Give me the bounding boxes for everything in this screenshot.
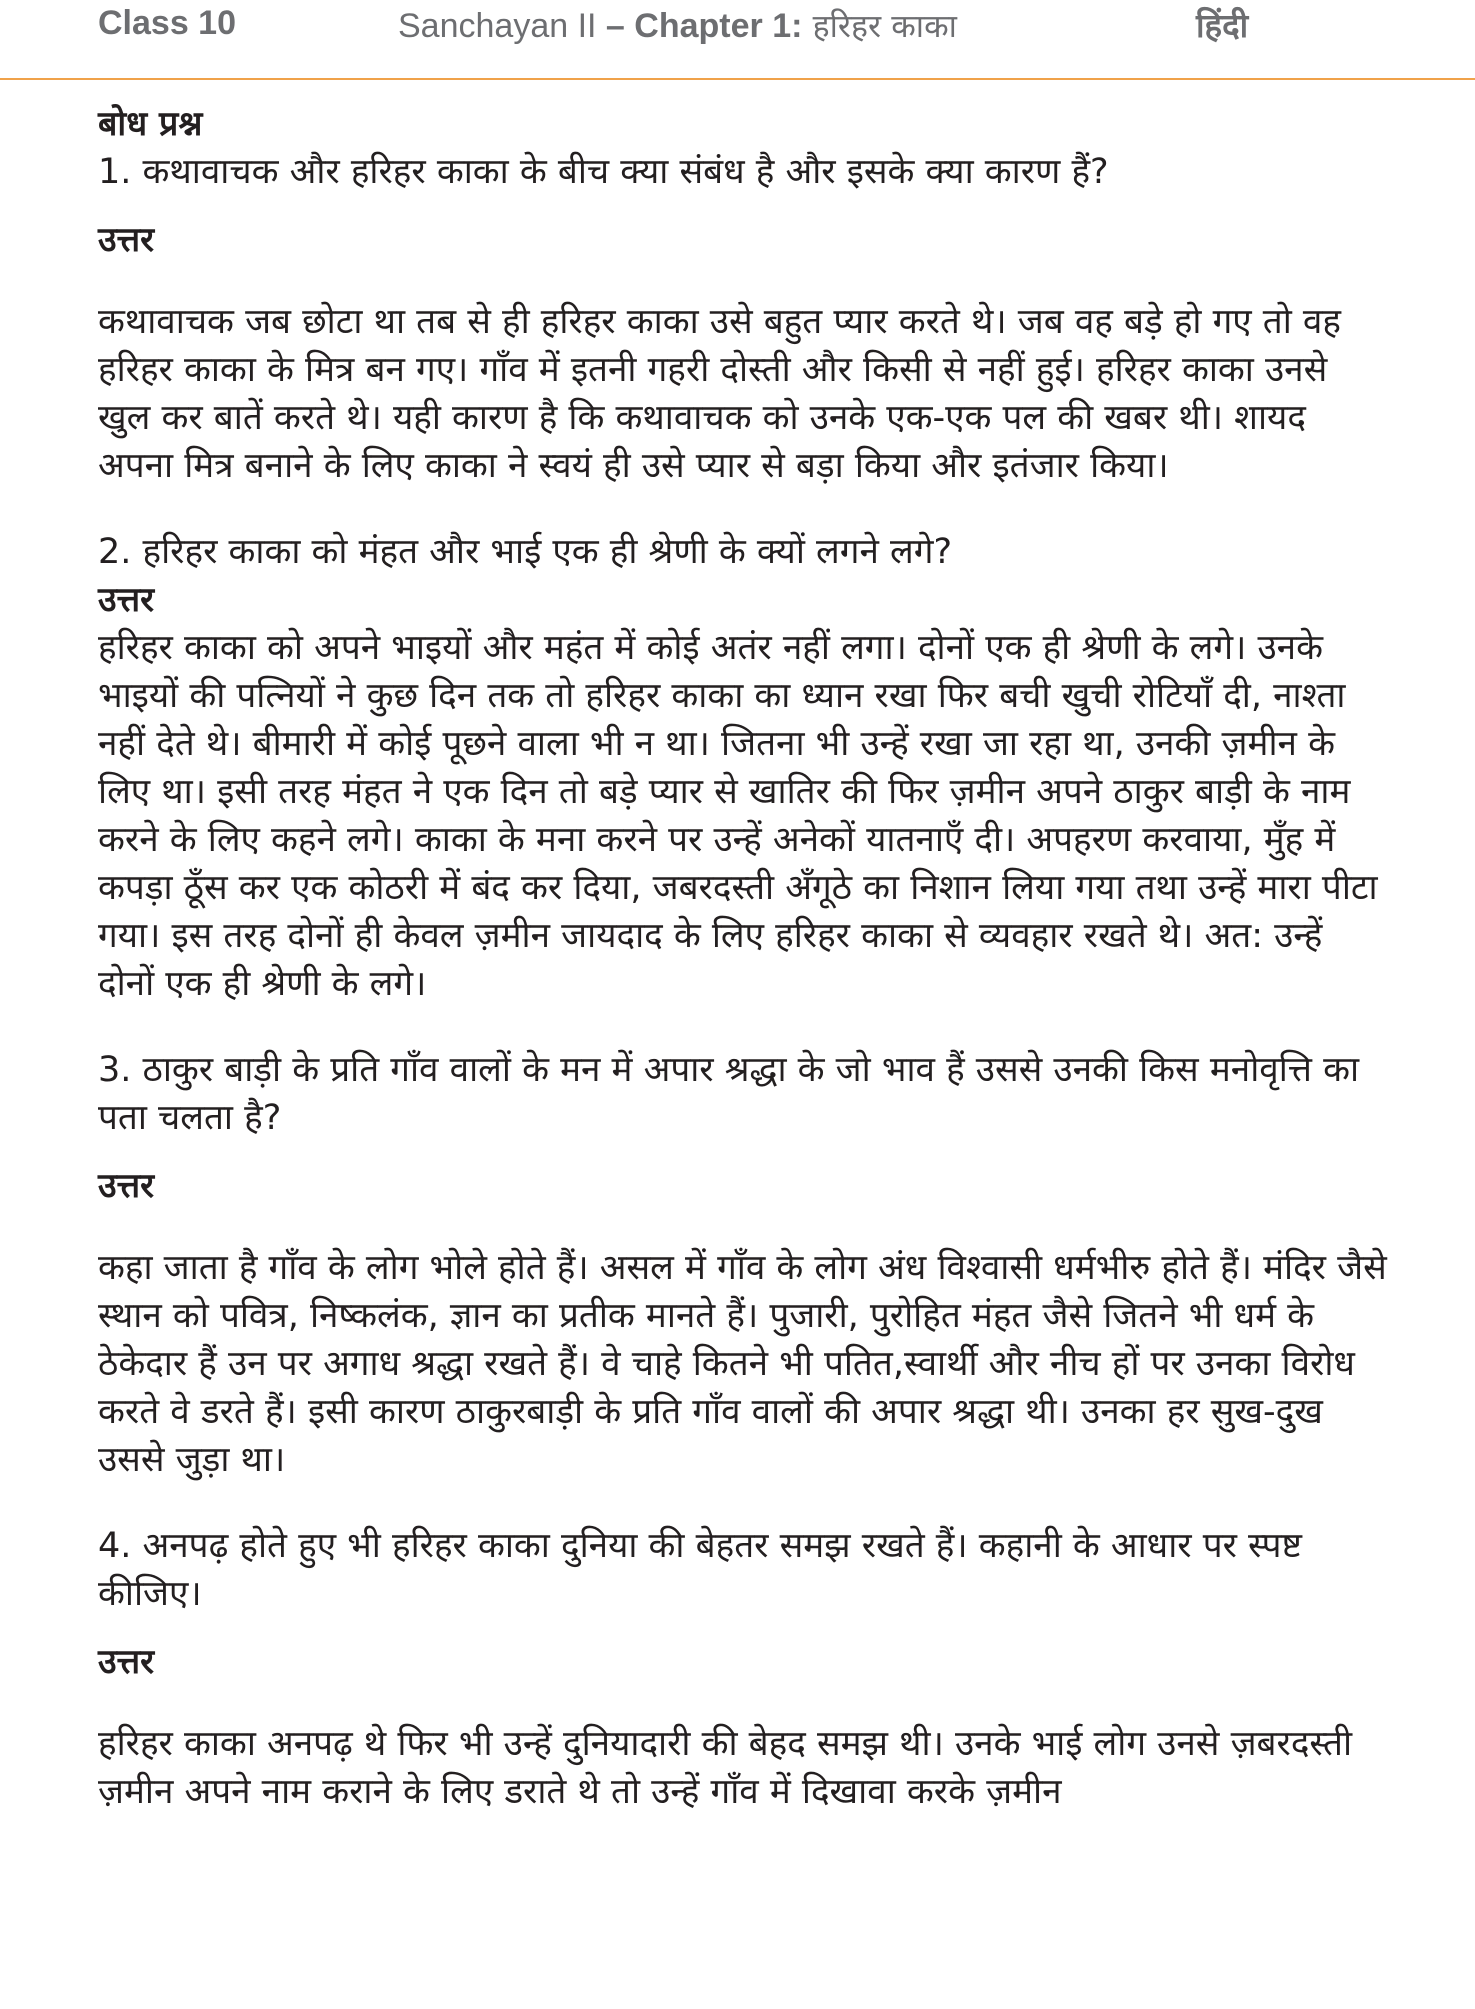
question-2: 2. हरिहर काका को मंहत और भाई एक ही श्रेणी के क्यों लगने लगे? <box>98 532 953 572</box>
chapter-number: Chapter 1: <box>634 7 803 45</box>
answer-label-1: उत्तर <box>98 220 155 260</box>
book-name: Sanchayan II <box>398 7 597 45</box>
page-header <box>0 0 1475 80</box>
section-title: बोध प्रश्न <box>98 104 203 144</box>
question-1: 1. कथावाचक और हरिहर काका के बीच क्या संबंध है और इसके क्या कारण हैं? <box>98 152 1109 192</box>
chapter-title: हरिहर काका <box>802 7 957 45</box>
chapter-heading <box>398 4 957 47</box>
answer-label-3: उत्तर <box>98 1166 155 1206</box>
answer-2: हरिहर काका को अपने भाइयों और महंत में कोई अतंर नहीं लगा। दोनों एक ही श्रेणी के लगे। उनके भाइयों की पत्नियों ने कुछ दिन तक तो हरिहर काका का ध्यान रखा फिर बची खुची रोटियाँ दी, नाश्ता नहीं देते थे। बीमारी में कोई पूछने वाला भी न था। जितना भी उन्हें रखा जा रहा था, उनकी ज़मीन के लिए था। इसी तरह मंहत ने एक दिन तो बड़े प्यार से खातिर की फिर ज़मीन अपने ठाकुर बाड़ी के नाम करने के लिए कहने लगे। काका के मना करने पर उन्हें अनेकों यातनाएँ दी। अपहरण करवाया, मुँह में कपड़ा ठूँस कर एक कोठरी में बंद कर दिया, जबरदस्ती अँगूठे का निशान लिया गया तथा उन्हें मारा पीटा गया। इस तरह दोनों ही केवल ज़मीन जायदाद के लिए हरिहर काका से व्यवहार रखते थे। अत: उन्हें दोनों एक ही श्रेणी के लगे। <box>98 628 1378 1004</box>
title-dash: – <box>596 7 635 45</box>
subject-language: हिंदी <box>1196 6 1249 45</box>
answer-3: कहा जाता है गाँव के लोग भोले होते हैं। असल में गाँव के लोग अंध विश्वासी धर्मभीरु होते हैं। मंदिर जैसे स्थान को पवित्र, निष्कलंक, ज्ञान का प्रतीक मानते हैं। पुजारी, पुरोहित मंहत जैसे जितने भी धर्म के ठेकेदार हैं उन पर अगाध श्रद्धा रखते हैं। वे चाहे कितने भी पतित,स्वार्थी और नीच हों पर उनका विरोध करते वे डरते हैं। इसी कारण ठाकुरबाड़ी के प्रति गाँव वालों की अपार श्रद्धा थी। उनका हर सुख-दुख उससे जुड़ा था। <box>98 1248 1387 1480</box>
page-content <box>98 100 1388 1816</box>
class-label: Class 10 <box>98 4 236 42</box>
answer-label-2: उत्तर <box>98 580 155 620</box>
question-4: 4. अनपढ़ होते हुए भी हरिहर काका दुनिया की बेहतर समझ रखते हैं। कहानी के आधार पर स्पष्ट कीजिए। <box>98 1526 1302 1614</box>
question-3: 3. ठाकुर बाड़ी के प्रति गाँव वालों के मन में अपार श्रद्धा के जो भाव हैं उससे उनकी किस मनोवृत्ति का पता चलता है? <box>98 1050 1360 1138</box>
answer-1: कथावाचक जब छोटा था तब से ही हरिहर काका उसे बहुत प्यार करते थे। जब वह बड़े हो गए तो वह हरिहर काका के मित्र बन गए। गाँव में इतनी गहरी दोस्ती और किसी से नहीं हुई। हरिहर काका उनसे खुल कर बातें करते थे। यही कारण है कि कथावाचक को उनके एक-एक पल की खबर थी। शायद अपना मित्र बनाने के लिए काका ने स्वयं ही उसे प्यार से बड़ा किया और इतंजार किया। <box>98 302 1341 486</box>
answer-4: हरिहर काका अनपढ़ थे फिर भी उन्हें दुनियादारी की बेहद समझ थी। उनके भाई लोग उनसे ज़बरदस्ती ज़मीन अपने नाम कराने के लिए डराते थे तो उन्हें गाँव में दिखावा करके ज़मीन <box>98 1724 1353 1812</box>
answer-label-4: उत्तर <box>98 1642 155 1682</box>
